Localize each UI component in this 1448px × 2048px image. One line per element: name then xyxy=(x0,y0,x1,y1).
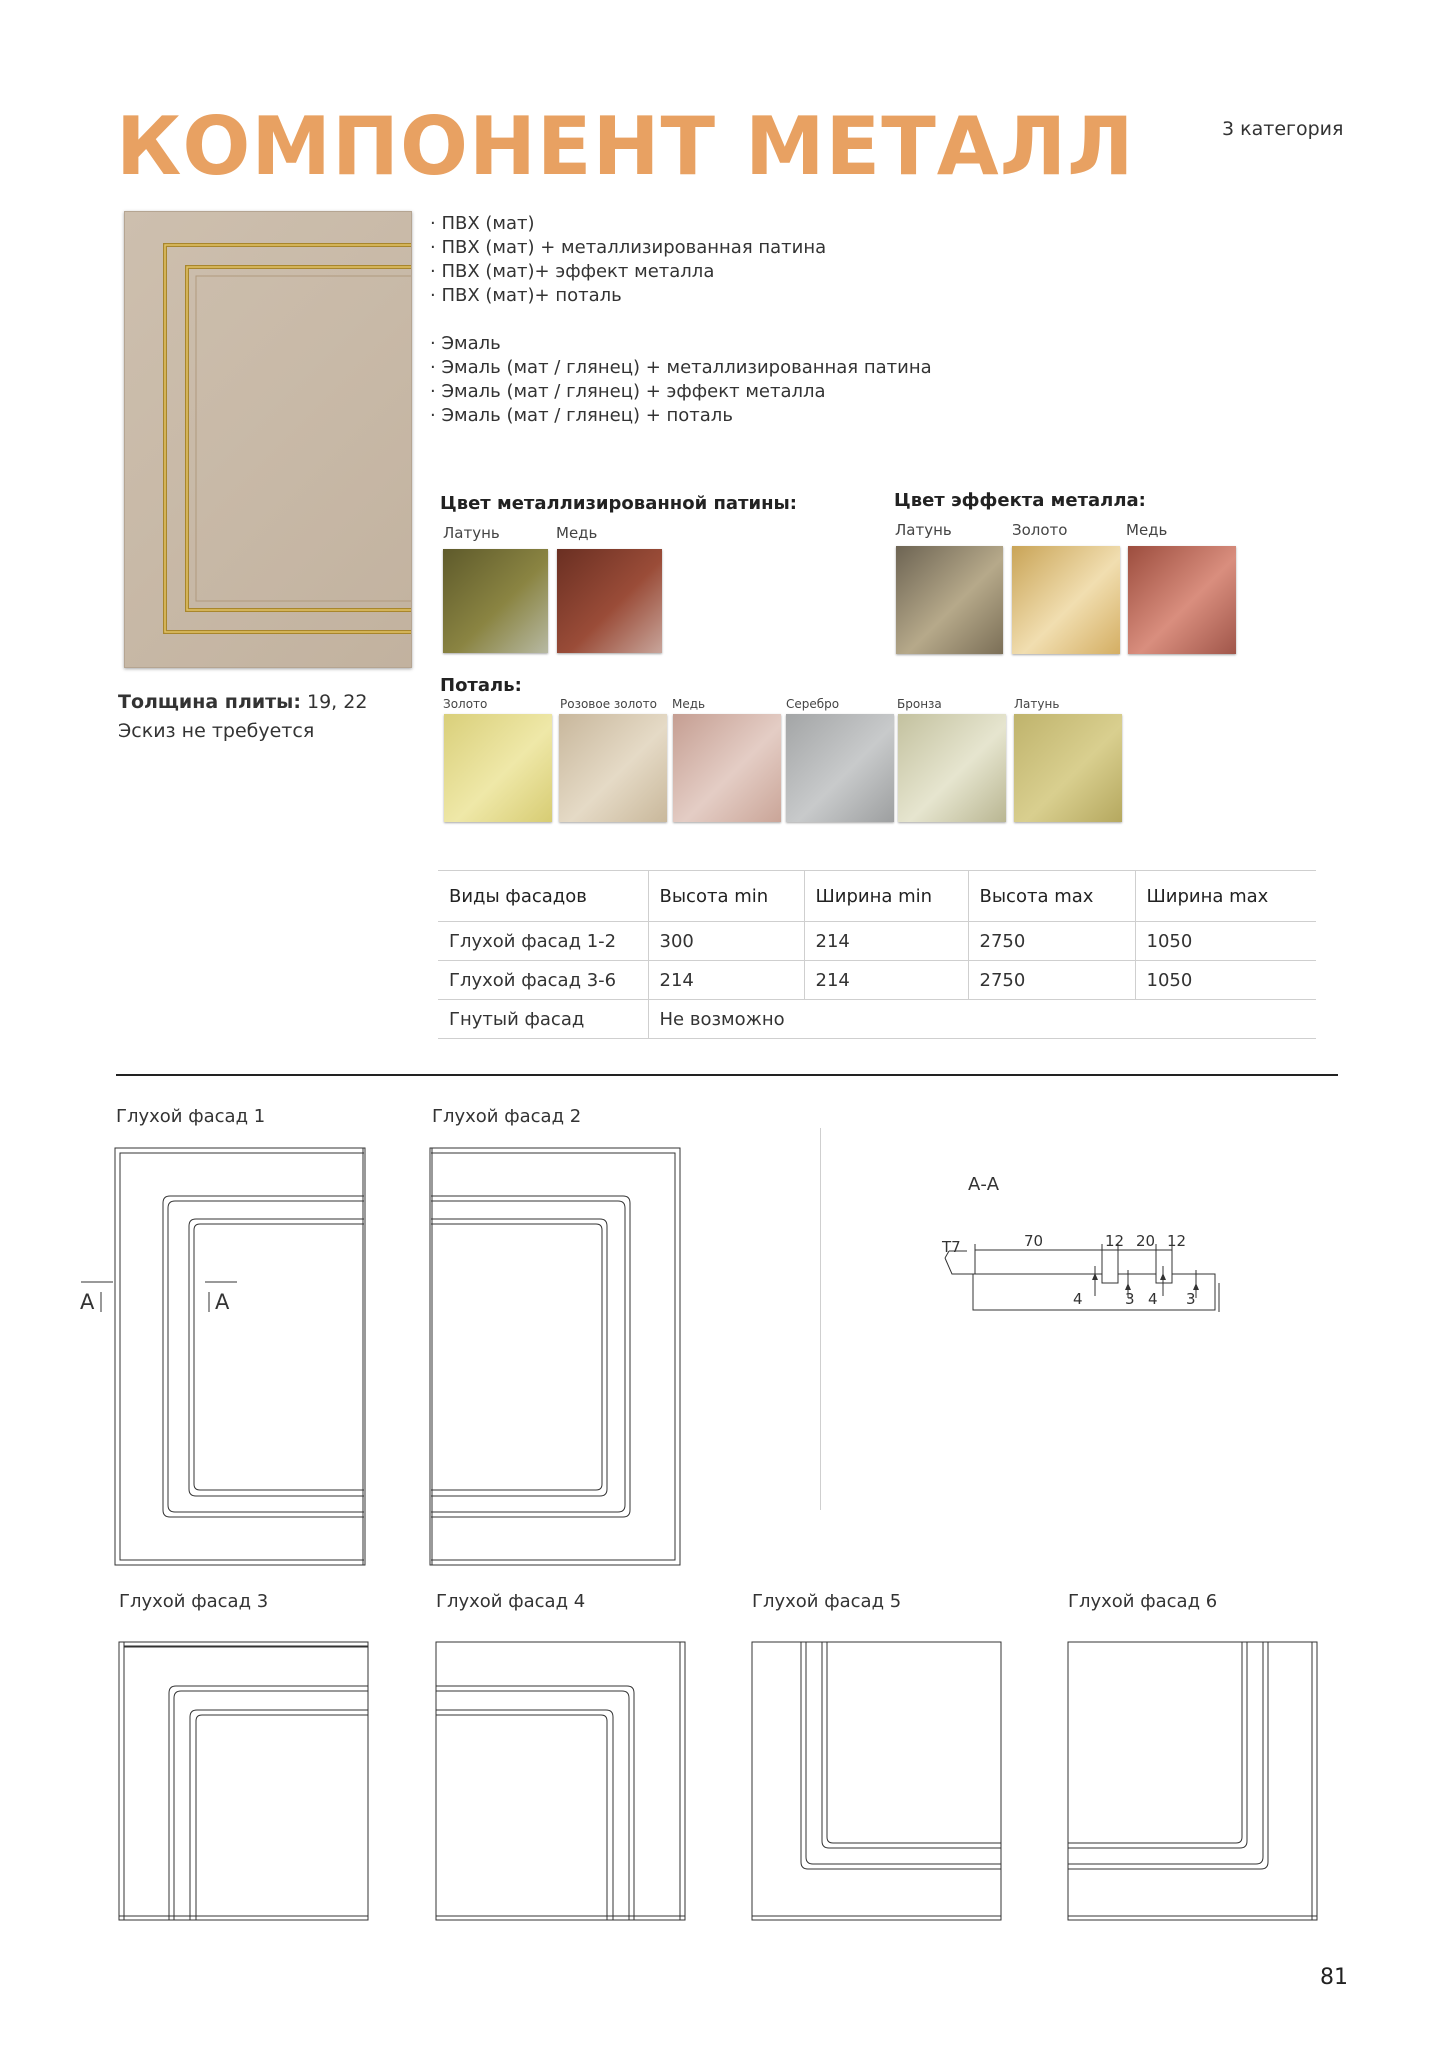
patina-label-brass: Латунь xyxy=(443,524,500,542)
dim-depth: 4 xyxy=(1148,1290,1158,1308)
metal-effect-heading: Цвет эффекта металла: xyxy=(894,490,1146,511)
category-label: 3 категория xyxy=(1222,118,1344,140)
table-cell: 300 xyxy=(648,922,804,961)
finish-item: · ПВХ (мат) xyxy=(430,213,535,234)
potal-heading: Поталь: xyxy=(440,675,522,696)
potal-label-rose-gold: Розовое золото xyxy=(560,697,657,711)
drawing-label-6: Глухой фасад 6 xyxy=(1068,1591,1218,1612)
table-header: Высота min xyxy=(648,871,804,922)
table-cell: Глухой фасад 1-2 xyxy=(438,922,648,961)
table-header: Высота max xyxy=(968,871,1135,922)
drawing-label-1: Глухой фасад 1 xyxy=(116,1106,266,1127)
drawing-facade-6 xyxy=(1068,1642,1317,1920)
table-cell: Гнутый фасад xyxy=(438,1000,648,1039)
dim-width: 12 xyxy=(1167,1232,1187,1250)
dim-width: 20 xyxy=(1136,1232,1156,1250)
drawing-facade-5 xyxy=(752,1642,1001,1920)
table-header: Ширина max xyxy=(1135,871,1316,922)
dim-depth: 4 xyxy=(1073,1290,1083,1308)
metal-label-copper: Медь xyxy=(1126,521,1168,539)
patina-label-copper: Медь xyxy=(556,524,598,542)
dim-width: 12 xyxy=(1105,1232,1125,1250)
potal-label-silver: Серебро xyxy=(786,697,840,711)
table-header: Виды фасадов xyxy=(438,871,648,922)
section-title: А-А xyxy=(968,1174,1000,1195)
table-cell: 214 xyxy=(648,961,804,1000)
table-cell: 1050 xyxy=(1135,922,1316,961)
potal-label-gold: Золото xyxy=(443,697,488,711)
drawing-label-2: Глухой фасад 2 xyxy=(432,1106,582,1127)
drawing-label-5: Глухой фасад 5 xyxy=(752,1591,902,1612)
drawing-facade-2 xyxy=(430,1148,680,1565)
potal-label-brass: Латунь xyxy=(1014,697,1060,711)
table-cell: Не возможно xyxy=(648,1000,1316,1039)
finish-item: · Эмаль (мат / глянец) + поталь xyxy=(430,405,733,426)
page-number: 81 xyxy=(1320,1965,1348,1990)
sketch-note: Эскиз не требуется xyxy=(118,720,315,742)
patina-heading: Цвет металлизированной патины: xyxy=(440,493,797,514)
metal-label-brass: Латунь xyxy=(895,521,952,539)
dim-depth: 3 xyxy=(1186,1290,1196,1308)
section-marker-left: A xyxy=(80,1290,95,1314)
drawing-label-4: Глухой фасад 4 xyxy=(436,1591,586,1612)
table-cell: 1050 xyxy=(1135,961,1316,1000)
potal-label-bronze: Бронза xyxy=(897,697,942,711)
section-marker-right: A xyxy=(215,1290,230,1314)
potal-label-copper: Медь xyxy=(672,697,706,711)
finish-item: · Эмаль (мат / глянец) + эффект металла xyxy=(430,381,826,402)
table-cell: 2750 xyxy=(968,922,1135,961)
drawing-facade-4 xyxy=(436,1642,685,1920)
table-cell: Глухой фасад 3-6 xyxy=(438,961,648,1000)
table-cell: 214 xyxy=(804,922,968,961)
finish-item: · Эмаль (мат / глянец) + металлизированная патина xyxy=(430,357,932,378)
page-title: КОМПОНЕНТ МЕТАЛЛ xyxy=(116,100,1135,193)
finish-item: · ПВХ (мат)+ поталь xyxy=(430,285,622,306)
table-cell: 2750 xyxy=(968,961,1135,1000)
thickness-value: 19, 22 xyxy=(300,691,368,713)
finish-item: · ПВХ (мат)+ эффект металла xyxy=(430,261,715,282)
table-cell: 214 xyxy=(804,961,968,1000)
thickness-label: Толщина плиты: xyxy=(118,691,301,713)
table-header: Ширина min xyxy=(804,871,968,922)
metal-label-gold: Золото xyxy=(1012,521,1068,539)
section-t-label: T7 xyxy=(942,1238,961,1256)
drawing-label-3: Глухой фасад 3 xyxy=(119,1591,269,1612)
drawing-facade-3 xyxy=(119,1642,368,1920)
drawing-facade-1 xyxy=(81,1148,365,1565)
finish-item: · ПВХ (мат) + металлизированная патина xyxy=(430,237,827,258)
finish-item: · Эмаль xyxy=(430,333,501,354)
dim-depth: 3 xyxy=(1125,1290,1135,1308)
dim-width: 70 xyxy=(1024,1232,1044,1250)
